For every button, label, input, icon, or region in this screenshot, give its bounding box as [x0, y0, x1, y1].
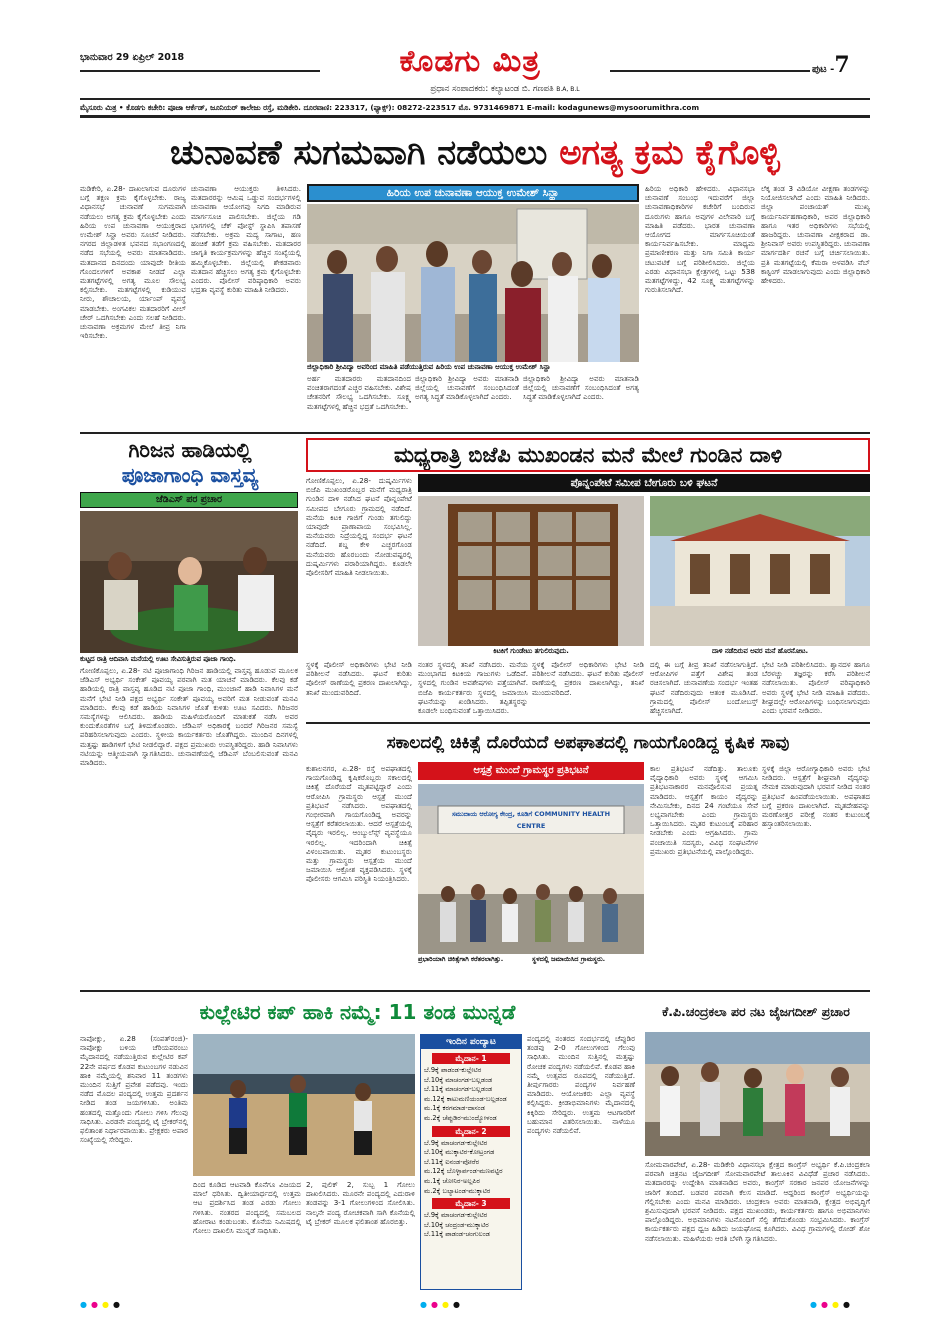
jaggesh-body: ಸೋಮವಾರಪೇಟೆ, ಏ.28- ಮಡಿಕೇರಿ ವಿಧಾನಸಭಾ ಕ್ಷೇತ್ರದ ಕಾಂಗ್ರೆಸ್ ಅಭ್ಯರ್ಥಿ ಕೆ.ಪಿ.ಚಂದ್ರಕಲಾ ಪರವಾಗಿ ಚಿತ್ರನಟ ಜೈಜಗದೀಶ್ ಸೋಮವಾರಪೇಟೆ ತಾಲೂಕಿನ ವಿವಿಧೆಡೆ ಪ್ರಚಾರ ನಡೆಸಿದರು. ಮತದಾರರನ್ನು ಉದ್ದೇಶಿಸಿ ಮಾತನಾಡಿದ ಅವರು, ಕಾಂಗ್ರೆಸ್ ಸರಕಾರ ಜನಪರ ಯೋಜನೆಗಳನ್ನು ಜಾರಿಗೆ ತಂದಿದೆ. ಬಡವರ ಪರವಾಗಿ ಕೆಲಸ ಮಾಡಿದೆ. ಆದ್ದರಿಂದ ಕಾಂಗ್ರೆಸ್ ಅಭ್ಯರ್ಥಿಯನ್ನು ಗೆಲ್ಲಿಸಬೇಕು ಎಂದು ಮನವಿ ಮಾಡಿದರು. ಚಂದ್ರಕಲಾ ಅವರು ಮಾತನಾಡಿ, ಕ್ಷೇತ್ರದ ಅಭಿವೃದ್ಧಿಗೆ ಶ್ರಮಿಸುವುದಾಗಿ ಭರವಸೆ ನೀಡಿದರು. ಪಕ್ಷದ ಮುಖಂಡರು, ಕಾರ್ಯಕರ್ತರು ಹಾಗೂ ಅಭಿಮಾನಿಗಳು ಪಾಲ್ಗೊಂಡಿದ್ದರು. ಅಭಿಮಾನಿಗಳು ನಟನೊಂದಿಗೆ ಸೆಲ್ಫಿ ತೆಗೆದುಕೊಂಡು ಸಂಭ್ರಮಿಸಿದರು. ಕಾಂಗ್ರೆಸ್ ಕಾರ್ಯಕರ್ತರು ಪಕ್ಷದ ಧ್ವಜ ಹಿಡಿದು ಜಯಘೋಷ ಕೂಗಿದರು. ವಿವಿಧ ಗ್ರಾಮಗಳಲ್ಲಿ ರೋಡ್ ಶೋ ನಡೆಸಲಾಯಿತು. ಮಹಿಳೆಯರು ಆರತಿ ಬೆಳಗಿ ಸ್ವಾಗತಿಸಿದರು.	[645, 1160, 870, 1243]
schedule-match: ಮ.2ಕ್ಕೆ ಚೆಪ್ಪುಡಿರ-ಮುಂದ್ಯೋಳಂಡ	[424, 1113, 497, 1122]
hockey-col1: ನಾಪೋಕ್ಲು, ಏ.28 (ಸಂಪತ್‌ರಂಜಿ)- ನಾಪೋಕ್ಲು ಬಳಿಯ ಚೆರಿಯಪರಂಬು ಮೈದಾನದಲ್ಲಿ ನಡೆಯುತ್ತಿರುವ ಕುಲ್ಲೇಟಿರ ಕಪ್ 22ನೇ ವರ್ಷದ ಕೊಡವ ಕುಟುಂಬಗಳ ನಡುವಿನ ಹಾಕಿ ನಮ್ಮೆಯಲ್ಲಿ ಶನಿವಾರ 11 ತಂಡಗಳು ಮುಂದಿನ ಸುತ್ತಿಗೆ ಪ್ರವೇಶ ಪಡೆದವು. ಇಂದು ನಡೆದ ಮೊದಲ ಪಂದ್ಯದಲ್ಲಿ ಉತ್ತಮ ಪ್ರದರ್ಶನ ನೀಡಿದ ತಂಡ ಜಯಗಳಿಸಿತು. ಅಂತಿಮ ಹಂತದಲ್ಲಿ ಮತ್ತೊಂದು ಗೋಲು ಗಳಿಸಿ ಗೆಲುವು ಸಾಧಿಸಿತು. ಎರಡನೇ ಪಂದ್ಯದಲ್ಲಿ ಟೈ ಬ್ರೇಕರ್‌ನಲ್ಲಿ ಫಲಿತಾಂಶ ನಿರ್ಧಾರವಾಯಿತು. ಪ್ರೇಕ್ಷಕರು ಅಪಾರ ಸಂಖ್ಯೆಯಲ್ಲಿ ಸೇರಿದ್ದರು.	[80, 1034, 188, 1145]
contact-bar: ಮೈಸೂರು ಮಿತ್ರ • ಕೊಡಗು ಕಚೇರಿ: ಪೂಜಾ ಆರ್ಕೆಡ್, ಜೂನಿಯರ್ ಕಾಲೇಜು ರಸ್ತೆ, ಮಡಿಕೇರಿ. ದೂರವಾಣಿ: 223317, (ಫ್ಯಾಕ್ಸ್): 08272-223517 ಮೊ. 9731469871 E-mail: kodagunews@mysoorumithra.com	[80, 103, 700, 112]
print-registration-left: ●●●●	[80, 1300, 124, 1309]
bjp-col2: ಸ್ಥಳಕ್ಕೆ ಪೊಲೀಸ್ ಅಧಿಕಾರಿಗಳು ಭೇಟಿ ನೀಡಿ ಪರಿಶೀಲನೆ ನಡೆಸಿದರು. ಘಟನೆ ಕುರಿತು ಪೊಲೀಸ್ ಠಾಣೆಯಲ್ಲಿ ಪ್ರಕರಣ ದಾಖಲಾಗಿದ್ದು, ತನಿಖೆ ಮುಂದುವರಿದಿದೆ.	[306, 660, 412, 697]
schedule-match: ಮ.2ಕ್ಕೆ ಬಲ್ಯಾಟಂಡ-ಮುಕ್ಕಾಟಿರ	[424, 1186, 491, 1195]
headline-election	[80, 128, 870, 178]
headline-election-part2: ಅಗತ್ಯ ಕ್ರಮ ಕೈಗೊಳ್ಳಿ	[559, 133, 780, 173]
election-photo-caption: ಜಿಲ್ಲಾಧಿಕಾರಿ ಶ್ರೀವಿದ್ಯಾ ಅವರಿಂದ ಮಾಹಿತಿ ಪಡೆಯುತ್ತಿರುವ ಹಿರಿಯ ಉಪ ಚುನಾವಣಾ ಆಯುಕ್ತ ಉಮೇಶ್ ಸಿನ್ಹಾ	[307, 363, 551, 371]
tribal-photo-svg	[80, 511, 298, 653]
farmer-col1: ಕುಶಾಲನಗರ, ಏ.28- ರಸ್ತೆ ಅಪಘಾತದಲ್ಲಿ ಗಾಯಗೊಂಡಿದ್ದ ಕೃಷಿಕರೊಬ್ಬರು ಸಕಾಲದಲ್ಲಿ ಚಿಕಿತ್ಸೆ ದೊರೆಯದೆ ಮೃತಪಟ್ಟಿದ್ದಾರೆ ಎಂದು ಆರೋಪಿಸಿ ಗ್ರಾಮಸ್ಥರು ಆಸ್ಪತ್ರೆ ಮುಂದೆ ಪ್ರತಿಭಟನೆ ನಡೆಸಿದರು. ಅಪಘಾತದಲ್ಲಿ ಗಂಭೀರವಾಗಿ ಗಾಯಗೊಂಡಿದ್ದ ಅವರನ್ನು ಆಸ್ಪತ್ರೆಗೆ ಕರೆತರಲಾಯಿತು. ಆದರೆ ಆಸ್ಪತ್ರೆಯಲ್ಲಿ ವೈದ್ಯರು ಇರಲಿಲ್ಲ. ಆಂಬ್ಯುಲೆನ್ಸ್ ವ್ಯವಸ್ಥೆಯೂ ಇರಲಿಲ್ಲ. ಇದರಿಂದಾಗಿ ಚಿಕಿತ್ಸೆ ವಿಳಂಬವಾಯಿತು. ಮೃತರ ಕುಟುಂಬಸ್ಥರು ಮತ್ತು ಗ್ರಾಮಸ್ಥರು ಆಸ್ಪತ್ರೆಯ ಮುಂದೆ ಜಮಾಯಿಸಿ ಆಕ್ರೋಶ ವ್ಯಕ್ತಪಡಿಸಿದರು. ಸ್ಥಳಕ್ಕೆ ಪೊಲೀಸರು ಆಗಮಿಸಿ ಪರಿಸ್ಥಿತಿ ನಿಯಂತ್ರಿಸಿದರು.	[306, 764, 412, 884]
issue-date: ಭಾನುವಾರ 29 ಏಪ್ರಿಲ್ 2018	[80, 52, 185, 63]
election-subhead	[307, 184, 639, 202]
schedule-match: ಮ.1ಕ್ಕೆ ಕರಗಮಾಡ-ದಾಸಂಡ	[424, 1104, 485, 1113]
schedule-title: ಇಂದಿನ ಪಂದ್ಯಾಟ	[421, 1035, 521, 1049]
election-col2: ಚುನಾವಣಾ ಆಯುಕ್ತರು ತಿಳಿಸಿದರು. ಮತದಾರರನ್ನು ಆಮಿಷ ಒಡ್ಡುವ ಸಂದರ್ಭಗಳಲ್ಲಿ ಚುನಾವಣಾ ಆಯೋಗವು ನಿಗದಿ ಮಾಡಿರುವ ಮಾರ್ಗಸೂಚಿ ಪಾಲಿಸಬೇಕು. ಜಿಲ್ಲೆಯ ಗಡಿ ಭಾಗಗಳಲ್ಲಿ ಚೆಕ್ ಪೋಸ್ಟ್ ಸ್ಥಾಪಿಸಿ ತಪಾಸಣೆ ನಡೆಸಬೇಕು. ಅಕ್ರಮ ಮದ್ಯ ಸಾಗಾಟ, ಹಣ ಹಂಚಿಕೆ ತಡೆಗೆ ಕ್ರಮ ವಹಿಸಬೇಕು. ಮತದಾರರ ಜಾಗೃತಿ ಕಾರ್ಯಕ್ರಮಗಳನ್ನು ಹೆಚ್ಚಿನ ಸಂಖ್ಯೆಯಲ್ಲಿ ಹಮ್ಮಿಕೊಳ್ಳಬೇಕು. ಜಿಲ್ಲೆಯಲ್ಲಿ ಶೇಕಡವಾರು ಮತದಾನ ಹೆಚ್ಚಿಸಲು ಅಗತ್ಯ ಕ್ರಮ ಕೈಗೊಳ್ಳಬೇಕು ಎಂದರು. ಪೊಲೀಸ್ ವರಿಷ್ಠಾಧಿಕಾರಿ ಅವರು ಭದ್ರತಾ ವ್ಯವಸ್ಥೆ ಕುರಿತು ಮಾಹಿತಿ ನೀಡಿದರು.	[191, 184, 301, 295]
hockey-col3: 2, ಪುಲಿಕ್ 2, ಸುಬ್ಬ 1 ಗೋಲು ದಾಖಲಿಸಿದರು. ಮೂರನೇ ಪಂದ್ಯದಲ್ಲಿ ಎದುರಾಳಿ ತಂಡವನ್ನು 3-1 ಗೋಲುಗಳಿಂದ ಸೋಲಿಸಿತು. ನಾಲ್ಕನೇ ಪಂದ್ಯ ರೋಚಕವಾಗಿ ಸಾಗಿ ಕೊನೆಯಲ್ಲಿ ಟೈ ಬ್ರೇಕರ್ ಮೂಲಕ ಫಲಿತಾಂಶ ಹೊರಬಿತ್ತು.	[306, 1180, 415, 1226]
bjp-col4: ದಲ್ಲಿ ಈ ಬಗ್ಗೆ ತೀವ್ರ ತನಿಖೆ ನಡೆಸಲಾಗುತ್ತಿದೆ. ಆರೋಪಿಗಳ ಪತ್ತೆಗೆ ವಿಶೇಷ ತಂಡ ರಚಿಸಲಾಗಿದೆ. ಚುನಾವಣೆಯ ಸಂದರ್ಭ ಇಂತಹ ಘಟನೆ ನಡೆದಿರುವುದು ಆತಂಕ ಮೂಡಿಸಿದೆ. ಗ್ರಾಮದಲ್ಲಿ ಪೊಲೀಸ್ ಬಂದೋಬಸ್ತ್ ಹೆಚ್ಚಿಸಲಾಗಿದೆ.	[650, 660, 758, 716]
divider-2	[306, 722, 870, 724]
hockey-photo	[193, 1034, 415, 1176]
election-col1: ಮಡಿಕೇರಿ, ಏ.28- ದಾಖಲಾಗುವ ದೂರುಗಳ ಬಗ್ಗೆ ತಕ್ಷಣ ಕ್ರಮ ಕೈಗೊಳ್ಳಬೇಕು. ರಾಜ್ಯ ವಿಧಾನಸಭೆ ಚುನಾವಣೆ ಸುಗಮವಾಗಿ ನಡೆಯಲು ಅಗತ್ಯ ಕ್ರಮ ಕೈಗೊಳ್ಳಬೇಕು ಎಂದು ಹಿರಿಯ ಉಪ ಚುನಾವಣಾ ಆಯುಕ್ತರಾದ ಉಮೇಶ್ ಸಿನ್ಹಾ ಅವರು ಸೂಚನೆ ನೀಡಿದರು. ನಗರದ ಜಿಲ್ಲಾಡಳಿತ ಭವನದ ಸಭಾಂಗಣದಲ್ಲಿ ನಡೆದ ಸಭೆಯಲ್ಲಿ ಅವರು ಮಾತನಾಡಿದರು. ಮತದಾನದ ದಿನದಂದು ಯಾವುದೇ ರೀತಿಯ ಗೊಂದಲಗಳಿಗೆ ಅವಕಾಶ ನೀಡದೆ ಎಲ್ಲಾ ಮತಗಟ್ಟೆಗಳಲ್ಲಿ ಅಗತ್ಯ ಮೂಲ ಸೌಲಭ್ಯ ಕಲ್ಪಿಸಬೇಕು. ಮತಗಟ್ಟೆಗಳಲ್ಲಿ ಕುಡಿಯುವ ನೀರು, ಶೌಚಾಲಯ, ರ್ಯಾಂಪ್ ವ್ಯವಸ್ಥೆ ಮಾಡಬೇಕು. ಅಂಗವಿಕಲ ಮತದಾರರಿಗೆ ವೀಲ್ ಚೇರ್ ಒದಗಿಸಬೇಕು ಎಂದು ಸಲಹೆ ನೀಡಿದರು. ಚುನಾವಣಾ ಅಕ್ರಮಗಳ ಮೇಲೆ ತೀವ್ರ ನಿಗಾ ಇರಿಸಬೇಕು.	[80, 184, 186, 341]
tribal-subhead	[80, 492, 298, 508]
schedule-match: ಬೆ.10ಕ್ಕೆ ಮುಕ್ಕಾಟಿರ-ಕೋಟ್ರಂಗಡ	[424, 1148, 495, 1157]
bjp-house-svg	[650, 496, 870, 646]
election-col3b: ಜಿಲ್ಲಾಧಿಕಾರಿ ಶ್ರೀವಿದ್ಯಾ ಅವರು ಮಾತನಾಡಿ ಜಿಲ್ಲೆಯಲ್ಲಿ ಚುನಾವಣೆಗೆ ಸಂಬಂಧಿಸಿದಂತೆ ಅಗತ್ಯ ಸಿದ್ಧತೆ ಮಾಡಿಕೊಳ್ಳಲಾಗಿದೆ ಎಂದರು.	[415, 374, 519, 402]
schedule-match: ಬೆ.10ಕ್ಕೆ ಚಂದ್ರಂಡ-ಮುಕ್ಕಾಟಿರ	[424, 1220, 489, 1229]
masthead-left-rule	[80, 70, 320, 72]
bjp-subhead	[418, 474, 870, 492]
editor-degree: B.A, B.L	[556, 86, 580, 93]
farmer-caption2: ಸ್ಥಳದಲ್ಲಿ ಜಮಾಯಿಸಿದ ಗ್ರಾಮಸ್ಥರು.	[532, 955, 606, 963]
print-registration-right: ●●●●	[810, 1300, 854, 1309]
farmer-caption1: ಪ್ರಭಾರಿಯಾಗಿ ಚಿಕಿತ್ಸೆಗಾಗಿ ಕರೆತರಲಾಗಿತ್ತು.	[418, 955, 504, 963]
farmer-subhead	[418, 762, 644, 780]
hockey-title: ಕುಲ್ಲೇಟಿರ ಕಪ್ ಹಾಕಿ ನಮ್ಮೆ: 11 ತಂಡ ಮುನ್ನಡೆ	[199, 1000, 516, 1024]
schedule-match: ಮ.1ಕ್ಕೆ ಚೋನಿರ-ಅಲ್ಲಪಿರ	[424, 1176, 481, 1185]
schedule-match: ಮ.12ಕ್ಕೆ ಕಾಟುಮಣಿಯಂಡ-ಬಲ್ಲಡಂಡ	[424, 1094, 507, 1103]
page-number-box	[812, 52, 850, 78]
election-col5: ಲೆಕ್ಕ ತಂಡ 3 ವಿಡಿಯೋ ವೀಕ್ಷಣಾ ತಂಡಗಳನ್ನು ನಿಯೋಜಿಸಲಾಗಿದೆ ಎಂದು ಮಾಹಿತಿ ನೀಡಿದರು. ಜಿಲ್ಲಾ ಪಂಚಾಯತ್ ಮುಖ್ಯ ಕಾರ್ಯನಿರ್ವಹಣಾಧಿಕಾರಿ, ಅಪರ ಜಿಲ್ಲಾಧಿಕಾರಿ ಹಾಗೂ ಇತರ ಅಧಿಕಾರಿಗಳು ಸಭೆಯಲ್ಲಿ ಹಾಜರಿದ್ದರು. ಚುನಾವಣಾ ವೀಕ್ಷಕರಾದ ಡಾ. ಶ್ರೀನಿವಾಸ್ ಅವರು ಉಪಸ್ಥಿತರಿದ್ದರು. ಚುನಾವಣಾ ಮಾರ್ಗದರ್ಶಿ ರಚನೆ ಬಗ್ಗೆ ಚರ್ಚಿಸಲಾಯಿತು. ಪ್ರತಿ ಮತಗಟ್ಟೆಯಲ್ಲಿ ಕೆಮರಾ ಅಳವಡಿಸಿ ವೆಬ್ ಕಾಸ್ಟಿಂಗ್ ಮಾಡಲಾಗುವುದು ಎಂದು ಜಿಲ್ಲಾಧಿಕಾರಿ ಹೇಳಿದರು.	[761, 184, 870, 286]
editor-name: ಪ್ರಧಾನ ಸಂಪಾದಕರು: ಕಲ್ಯಾಟಂಡ ಬಿ. ಗಣಪತಿ	[430, 84, 554, 94]
schedule-match: ಬೆ.9ಕ್ಕೆ ಪಾಡಂಡ-ಕುಲ್ಲೇಟಿರ	[424, 1066, 482, 1074]
tribal-subhead-text: ಜೆಡಿಎಸ್ ಪರ ಪ್ರಚಾರ	[155, 494, 223, 505]
schedule-match: ಬೆ.11ಕ್ಕೆ ಪಾಡಂಡ-ಚಂಗುಲಂಡ	[424, 1230, 490, 1239]
bjp-window-caption: ಕಿಟಕಿಗೆ ಗುಂಡೇಟು ತಗುಲಿರುವುದು.	[493, 647, 569, 655]
tribal-photo-caption: ಕುಟ್ಟದ ರಾತ್ರಿ ಆದಿವಾಸಿ ಮನೆಯಲ್ಲಿ ಊಟ ಸೇವಿಸುತ್ತಿರುವ ಪೂಜಾ ಗಾಂಧಿ.	[80, 655, 237, 663]
bjp-window-photo	[418, 496, 644, 646]
tribal-title-line2: ಪೂಜಾಗಾಂಧಿ ವಾಸ್ತವ್ಯ	[121, 463, 259, 487]
schedule-grounds	[421, 1049, 521, 1242]
election-meeting-photo	[307, 204, 639, 362]
bjp-window-svg	[418, 496, 644, 646]
schedule-ground-label: ಮೈದಾನ- 1	[432, 1053, 510, 1064]
schedule-match: ಮ.12ಕ್ಕೆ ಬೊಳ್ಳಾರ್ಪಂಡ-ಮಣವಟ್ಟಿರ	[424, 1167, 503, 1176]
masthead	[80, 44, 870, 120]
hockey-photo-svg	[193, 1034, 415, 1176]
schedule-match: ಬೆ.11ಕ್ಕೆ ಐನಂಡ-ಪೋರೆರ	[424, 1157, 480, 1166]
bjp-col3: ನಂತರ ಸ್ಥಳದಲ್ಲಿ ತನಿಖೆ ನಡೆಸಿದರು. ಮನೆಯ ಮುಂಭಾಗದ ಕಿಟಕಿಯ ಗಾಜುಗಳು ಒಡೆದಿವೆ. ಸ್ಥಳದಲ್ಲಿ ಗುಂಡಿನ ಅವಶೇಷಗಳು ಪತ್ತೆಯಾಗಿವೆ. ಬಿಜೆಪಿ ಕಾರ್ಯಕರ್ತರು ಸ್ಥಳದಲ್ಲಿ ಜಮಾಯಿಸಿ ಘಟನೆಯನ್ನು ಖಂಡಿಸಿದರು. ತಪ್ಪಿತಸ್ಥರನ್ನು ಕೂಡಲೇ ಬಂಧಿಸುವಂತೆ ಒತ್ತಾಯಿಸಿದರು.	[418, 660, 528, 716]
divider-1	[80, 432, 870, 434]
election-col4: ಹಿರಿಯ ಅಧಿಕಾರಿ ಹೇಳಿದರು. ವಿಧಾನಸಭಾ ಚುನಾವಣೆ ಸಂಬಂಧ ಇದುವರೆಗೆ ಜಿಲ್ಲಾ ಚುನಾವಣಾಧಿಕಾರಿಗಳ ಕಚೇರಿಗೆ ಬಂದಿರುವ ದೂರುಗಳು ಹಾಗೂ ಅವುಗಳ ವಿಲೇವಾರಿ ಬಗ್ಗೆ ಮಾಹಿತಿ ಪಡೆದರು. ಭಾರತ ಚುನಾವಣಾ ಆಯೋಗದ ಮಾರ್ಗಸೂಚಿಯಂತೆ ಕಾರ್ಯನಿರ್ವಹಿಸಬೇಕು. ಮಾಧ್ಯಮ ಪ್ರಮಾಣೀಕರಣ ಮತ್ತು ನಿಗಾ ಸಮಿತಿ ಕಾರ್ಯ ಚಟುವಟಿಕೆ ಬಗ್ಗೆ ಪರಿಶೀಲಿಸಿದರು. ಜಿಲ್ಲೆಯ ಎರಡು ವಿಧಾನಸಭಾ ಕ್ಷೇತ್ರಗಳಲ್ಲಿ ಒಟ್ಟು 538 ಮತಗಟ್ಟೆಗಳಿದ್ದು, 42 ಸೂಕ್ಷ್ಮ ಮತಗಟ್ಟೆಗಳನ್ನು ಗುರುತಿಸಲಾಗಿದೆ.	[645, 184, 755, 295]
bjp-col3b: ಸ್ಥಳಕ್ಕೆ ಪೊಲೀಸ್ ಅಧಿಕಾರಿಗಳು ಭೇಟಿ ನೀಡಿ ಪರಿಶೀಲನೆ ನಡೆಸಿದರು. ಘಟನೆ ಕುರಿತು ಪೊಲೀಸ್ ಠಾಣೆಯಲ್ಲಿ ಪ್ರಕರಣ ದಾಖಲಾಗಿದ್ದು, ತನಿಖೆ ಮುಂದುವರಿದಿದೆ.	[532, 660, 644, 697]
editor-line	[340, 84, 670, 94]
bjp-house-photo	[650, 496, 870, 646]
election-col3c: ಜಿಲ್ಲಾಧಿಕಾರಿ ಶ್ರೀವಿದ್ಯಾ ಅವರು ಮಾತನಾಡಿ ಜಿಲ್ಲೆಯಲ್ಲಿ ಚುನಾವಣೆಗೆ ಸಂಬಂಧಿಸಿದಂತೆ ಅಗತ್ಯ ಸಿದ್ಧತೆ ಮಾಡಿಕೊಳ್ಳಲಾಗಿದೆ ಎಂದರು.	[523, 374, 639, 402]
farmer-title: ಸಕಾಲದಲ್ಲಿ ಚಿಕಿತ್ಸೆ ದೊರೆಯದೆ ಅಪಘಾತದಲ್ಲಿ ಗಾಯಗೊಂಡಿದ್ದ ಕೃಷಿಕ ಸಾವು	[386, 733, 790, 753]
hockey-schedule	[420, 1034, 522, 1290]
tribal-title-box	[80, 438, 300, 490]
schedule-ground-label: ಮೈದಾನ- 3	[432, 1198, 510, 1209]
bjp-subhead-text: ಪೊನ್ನಂಪೇಟೆ ಸಮೀಪ ಬೇಗೂರು ಬಳಿ ಘಟನೆ	[570, 477, 718, 489]
paper-name-logo: ಕೊಡಗು ಮಿತ್ರ	[399, 44, 541, 79]
schedule-match: ಬೆ.10ಕ್ಕೆ ಮಾಚಂಗಡ-ಬಲ್ಲಡಂಡ	[424, 1075, 493, 1084]
jaggesh-title: ಕೆ.ಪಿ.ಚಂದ್ರಕಲಾ ಪರ ನಟ ಜೈಜಗದೀಶ್ ಪ್ರಚಾರ	[662, 1004, 850, 1019]
bjp-col1: ಗೋಣಿಕೊಪ್ಪಲು, ಏ.28- ದುಷ್ಕರ್ಮಿಗಳು ಬಿಜೆಪಿ ಮುಖಂಡರೊಬ್ಬರ ಮನೆಗೆ ಮಧ್ಯರಾತ್ರಿ ಗುಂಡಿನ ದಾಳಿ ನಡೆಸಿದ ಘಟನೆ ಪೊನ್ನಂಪೇಟೆ ಸಮೀಪದ ಬೇಗೂರು ಗ್ರಾಮದಲ್ಲಿ ನಡೆದಿದೆ. ಮನೆಯ ಕಿಟಕಿ ಗಾಜಿಗೆ ಗುಂಡು ತಗುಲಿದ್ದು ಯಾವುದೇ ಪ್ರಾಣಾಪಾಯ ಸಂಭವಿಸಿಲ್ಲ. ಮನೆಯವರು ನಿದ್ರೆಯಲ್ಲಿದ್ದ ಸಂದರ್ಭ ಘಟನೆ ನಡೆದಿದೆ. ಶಬ್ದ ಕೇಳಿ ಎಚ್ಚರಗೊಂಡ ಮನೆಯವರು ಹೊರಬಂದು ನೋಡುವಷ್ಟರಲ್ಲಿ ದುಷ್ಕರ್ಮಿಗಳು ಪರಾರಿಯಾಗಿದ್ದರು. ಕೂಡಲೇ ಪೊಲೀಸರಿಗೆ ಮಾಹಿತಿ ನೀಡಲಾಯಿತು.	[306, 476, 412, 578]
divider-3	[80, 990, 870, 992]
tribal-title-line1: ಗಿರಿಜನ ಹಾಡಿಯಲ್ಲಿ	[128, 438, 252, 462]
page-label: ಪುಟ -	[812, 64, 835, 75]
farmer-hospital-photo	[418, 784, 644, 954]
farmer-col2: ಕಾಲ ಪ್ರತಿಭಟನೆ ನಡೆದಿತ್ತು. ತಾಲೂಕು ವೈದ್ಯಾಧಿಕಾರಿ ಅವರು ಸ್ಥಳಕ್ಕೆ ಆಗಮಿಸಿ ಪ್ರತಿಭಟನಾಕಾರರ ಮನವೊಲಿಸುವ ಪ್ರಯತ್ನ ಮಾಡಿದರು. ಆಸ್ಪತ್ರೆಗೆ ಕಾಯಂ ವೈದ್ಯರನ್ನು ನೇಮಿಸಬೇಕು, ದಿನದ 24 ಗಂಟೆಯೂ ಸೇವೆ ಲಭ್ಯವಾಗಬೇಕು ಎಂದು ಗ್ರಾಮಸ್ಥರು ಒತ್ತಾಯಿಸಿದರು. ಮೃತರ ಕುಟುಂಬಕ್ಕೆ ಪರಿಹಾರ ನೀಡಬೇಕು ಎಂದು ಆಗ್ರಹಿಸಿದರು. ಗ್ರಾಮ ಪಂಚಾಯಿತಿ ಸದಸ್ಯರು, ವಿವಿಧ ಸಂಘಟನೆಗಳ ಪ್ರಮುಖರು ಪ್ರತಿಭಟನೆಯಲ್ಲಿ ಪಾಲ್ಗೊಂಡಿದ್ದರು.	[650, 764, 758, 856]
hockey-col4: ಪಂದ್ಯದಲ್ಲಿ ನಂತರದ ಸಂದರ್ಭದಲ್ಲಿ ಚೆಪ್ಪುಡಿರ ತಂಡವು 2-0 ಗೋಲುಗಳಿಂದ ಗೆಲುವು ಸಾಧಿಸಿತು. ಮುಂದಿನ ಸುತ್ತಿನಲ್ಲಿ ಮತ್ತಷ್ಟು ರೋಚಕ ಪಂದ್ಯಗಳು ನಡೆಯಲಿವೆ. ಕೊಡವ ಹಾಕಿ ನಮ್ಮೆ ಉತ್ಸವದ ರೂಪದಲ್ಲಿ ನಡೆಯುತ್ತಿದೆ. ತೀರ್ಪುಗಾರರು ಪಂದ್ಯಗಳ ನಿರ್ವಹಣೆ ಮಾಡಿದರು. ಆಯೋಜಕರು ಎಲ್ಲಾ ವ್ಯವಸ್ಥೆ ಕಲ್ಪಿಸಿದ್ದರು. ಕ್ರೀಡಾಭಿಮಾನಿಗಳು ಮೈದಾನದಲ್ಲಿ ಕಿಕ್ಕಿರಿದು ಸೇರಿದ್ದರು. ಉತ್ತಮ ಆಟಗಾರರಿಗೆ ಬಹುಮಾನ ವಿತರಿಸಲಾಯಿತು. ನಾಳೆಯೂ ಪಂದ್ಯಗಳು ನಡೆಯಲಿವೆ.	[527, 1034, 635, 1136]
bjp-title-box	[306, 438, 870, 472]
hospital-sign: ಸಮುದಾಯ ಆರೋಗ್ಯ ಕೇಂದ್ರ, ಕೂಡಿಗೆ COMMUNITY HEALTH CENTRE	[451, 810, 611, 830]
election-col3a: ಅರ್ಹ ಮತದಾರರು ಮತದಾನದಿಂದ ವಂಚಿತರಾಗದಂತೆ ಎಚ್ಚರ ವಹಿಸಬೇಕು. ವಿಶೇಷ ಚೇತನರಿಗೆ ಸೌಲಭ್ಯ ಒದಗಿಸಬೇಕು. ಸೂಕ್ಷ್ಮ ಮತಗಟ್ಟೆಗಳಲ್ಲಿ ಹೆಚ್ಚಿನ ಭದ್ರತೆ ಒದಗಿಸಬೇಕು.	[307, 374, 411, 411]
election-photo-svg	[307, 204, 639, 362]
schedule-match: ಬೆ.9ಕ್ಕೆ ಮಾಚಂಗಡ-ಕುಲ್ಲೇಟಿರ	[424, 1138, 488, 1147]
jaggesh-photo-svg	[645, 1032, 870, 1156]
bjp-title: ಮಧ್ಯರಾತ್ರಿ ಬಿಜೆಪಿ ಮುಖಂಡನ ಮನೆ ಮೇಲೆ ಗುಂಡಿನ ದಾಳಿ	[393, 443, 783, 467]
farmer-col3: ಸ್ಥಳಕ್ಕೆ ಜಿಲ್ಲಾ ಆರೋಗ್ಯಾಧಿಕಾರಿ ಅವರು ಭೇಟಿ ನೀಡಿದರು. ಆಸ್ಪತ್ರೆಗೆ ಶೀಘ್ರವಾಗಿ ವೈದ್ಯರನ್ನು ನೇಮಕ ಮಾಡುವುದಾಗಿ ಭರವಸೆ ನೀಡಿದ ನಂತರ ಪ್ರತಿಭಟನೆ ಹಿಂಪಡೆಯಲಾಯಿತು. ಅಪಘಾತದ ಬಗ್ಗೆ ಪ್ರಕರಣ ದಾಖಲಾಗಿದೆ. ಮೃತದೇಹವನ್ನು ಮರಣೋತ್ತರ ಪರೀಕ್ಷೆ ನಂತರ ಕುಟುಂಬಕ್ಕೆ ಹಸ್ತಾಂತರಿಸಲಾಯಿತು.	[762, 764, 870, 829]
farmer-subhead-text: ಆಸ್ಪತ್ರೆ ಮುಂದೆ ಗ್ರಾಮಸ್ಥರ ಪ್ರತಿಭಟನೆ	[473, 765, 589, 776]
election-subhead-text: ಹಿರಿಯ ಉಪ ಚುನಾವಣಾ ಆಯುಕ್ತ ಉಮೇಶ್ ಸಿನ್ಹಾ	[386, 187, 560, 199]
bjp-col5: ಭೇಟಿ ನೀಡಿ ಪರಿಶೀಲಿಸಿದರು. ಶ್ವಾನದಳ ಹಾಗೂ ಬೆರಳಚ್ಚು ತಜ್ಞರನ್ನು ಕರೆಸಿ ಪರಿಶೀಲನೆ ನಡೆಸಲಾಯಿತು. ಪೊಲೀಸ್ ವರಿಷ್ಠಾಧಿಕಾರಿ ಅವರು ಸ್ಥಳಕ್ಕೆ ಭೇಟಿ ನೀಡಿ ಮಾಹಿತಿ ಪಡೆದರು. ಶೀಘ್ರದಲ್ಲೇ ಆರೋಪಿಗಳನ್ನು ಬಂಧಿಸಲಾಗುವುದು ಎಂದು ಭರವಸೆ ನೀಡಿದರು.	[762, 660, 870, 716]
page-number: 7	[834, 52, 850, 78]
tribal-photo	[80, 511, 298, 653]
hockey-col2: ದಿಂದ ಕೂಡಿದ ಆಟವಾಡಿ ಕೊನೆಗೂ ವಿಜಯದ ಮಾಲೆ ಧರಿಸಿತು. ದ್ವಿತೀಯಾರ್ಧದಲ್ಲಿ ಉತ್ತಮ ಆಟ ಪ್ರದರ್ಶಿಸಿದ ತಂಡ ಎರಡು ಗೋಲು ಗಳಿಸಿತು. ನಂತರದ ಪಂದ್ಯದಲ್ಲಿ ಸಮಬಲದ ಹೋರಾಟ ಕಂಡುಬಂತು. ಕೊನೆಯ ನಿಮಿಷದಲ್ಲಿ ಗೋಲು ದಾಖಲಿಸಿ ಮುನ್ನಡೆ ಸಾಧಿಸಿತು.	[193, 1180, 301, 1236]
schedule-ground-label: ಮೈದಾನ- 2	[432, 1126, 510, 1137]
schedule-match: ಬೆ.9ಕ್ಕೆ ಮಾಚಂಗಡ-ಕುಲ್ಲೇಟಿರ	[424, 1211, 488, 1220]
bjp-house-caption: ದಾಳಿ ನಡೆದಿರುವ ಅವರ ಮನೆ ಹೊರನೋಟ.	[711, 647, 809, 655]
schedule-match: ಬೆ.11ಕ್ಕೆ ಮಾಚಂಗಡ-ಬಲ್ಲಡಂಡ	[424, 1085, 493, 1094]
contact-bar-rule	[80, 115, 870, 118]
masthead-right-rule	[610, 70, 810, 72]
masthead-bottom-rule	[80, 98, 870, 100]
jaggesh-photo	[645, 1032, 870, 1156]
print-registration-center: ●●●●	[420, 1300, 464, 1309]
headline-election-part1: ಚುನಾವಣೆ ಸುಗಮವಾಗಿ ನಡೆಯಲು	[170, 133, 548, 173]
tribal-body: ಗೋಣಿಕೊಪ್ಪಲು, ಏ.28- ನಟಿ ಪೂಜಾಗಾಂಧಿ ಗಿರಿಜನ ಹಾಡಿಯಲ್ಲಿ ವಾಸ್ತವ್ಯ ಹೂಡುವ ಮೂಲಕ ಜೆಡಿಎಸ್ ಅಭ್ಯರ್ಥಿ ಸಂಕೇತ್ ಪೂವಯ್ಯ ಪರವಾಗಿ ಮತ ಯಾಚನೆ ಮಾಡಿದರು. ಕೆಲವು ಕಡೆ ಹಾಡಿಯಲ್ಲಿ ರಾತ್ರಿ ವಾಸ್ತವ್ಯ ಹೂಡಿದ ನಟಿ ಪೂಜಾ ಗಾಂಧಿ, ಮುಂಜಾನೆ ಹಾಡಿ ನಿವಾಸಿಗಳ ಮನೆ ಮನೆಗೆ ಭೇಟಿ ನೀಡಿ ಪಕ್ಷದ ಅಭ್ಯರ್ಥಿ ಸಂಕೇತ್ ಪೂವಯ್ಯ ಅವರಿಗೆ ಮತ ನೀಡುವಂತೆ ಮನವಿ ಮಾಡಿದರು. ಕೆಲವು ಕಡೆ ಹಾಡಿಯ ನಿವಾಸಿಗಳ ಜೊತೆ ಕುಳಿತು ಊಟ ಸವಿದರು. ಗಿರಿಜನರ ಸಮಸ್ಯೆಗಳನ್ನು ಆಲಿಸಿದರು. ಹಾಡಿಯ ಮಹಿಳೆಯರೊಂದಿಗೆ ಮಾತುಕತೆ ನಡೆಸಿ ಅವರ ಕುಂದುಕೊರತೆಗಳ ಬಗ್ಗೆ ತಿಳಿದುಕೊಂಡರು. ಜೆಡಿಎಸ್ ಅಧಿಕಾರಕ್ಕೆ ಬಂದರೆ ಗಿರಿಜನರ ಸಮಸ್ಯೆ ಪರಿಹರಿಸಲಾಗುವುದು ಎಂದರು. ಸ್ಥಳೀಯ ಕಾರ್ಯಕರ್ತರು ಜೊತೆಗಿದ್ದರು. ಮುಂದಿನ ದಿನಗಳಲ್ಲಿ ಮತ್ತಷ್ಟು ಹಾಡಿಗಳಿಗೆ ಭೇಟಿ ನೀಡಲಿದ್ದಾರೆ. ಪಕ್ಷದ ಪ್ರಮುಖರು ಉಪಸ್ಥಿತರಿದ್ದರು. ಹಾಡಿ ನಿವಾಸಿಗಳು ನಟಿಯನ್ನು ಆತ್ಮೀಯವಾಗಿ ಸ್ವಾಗತಿಸಿದರು. ಚುನಾವಣೆಯಲ್ಲಿ ಜೆಡಿಎಸ್ ಬೆಂಬಲಿಸುವಂತೆ ಮನವಿ ಮಾಡಿದರು.	[80, 666, 298, 768]
